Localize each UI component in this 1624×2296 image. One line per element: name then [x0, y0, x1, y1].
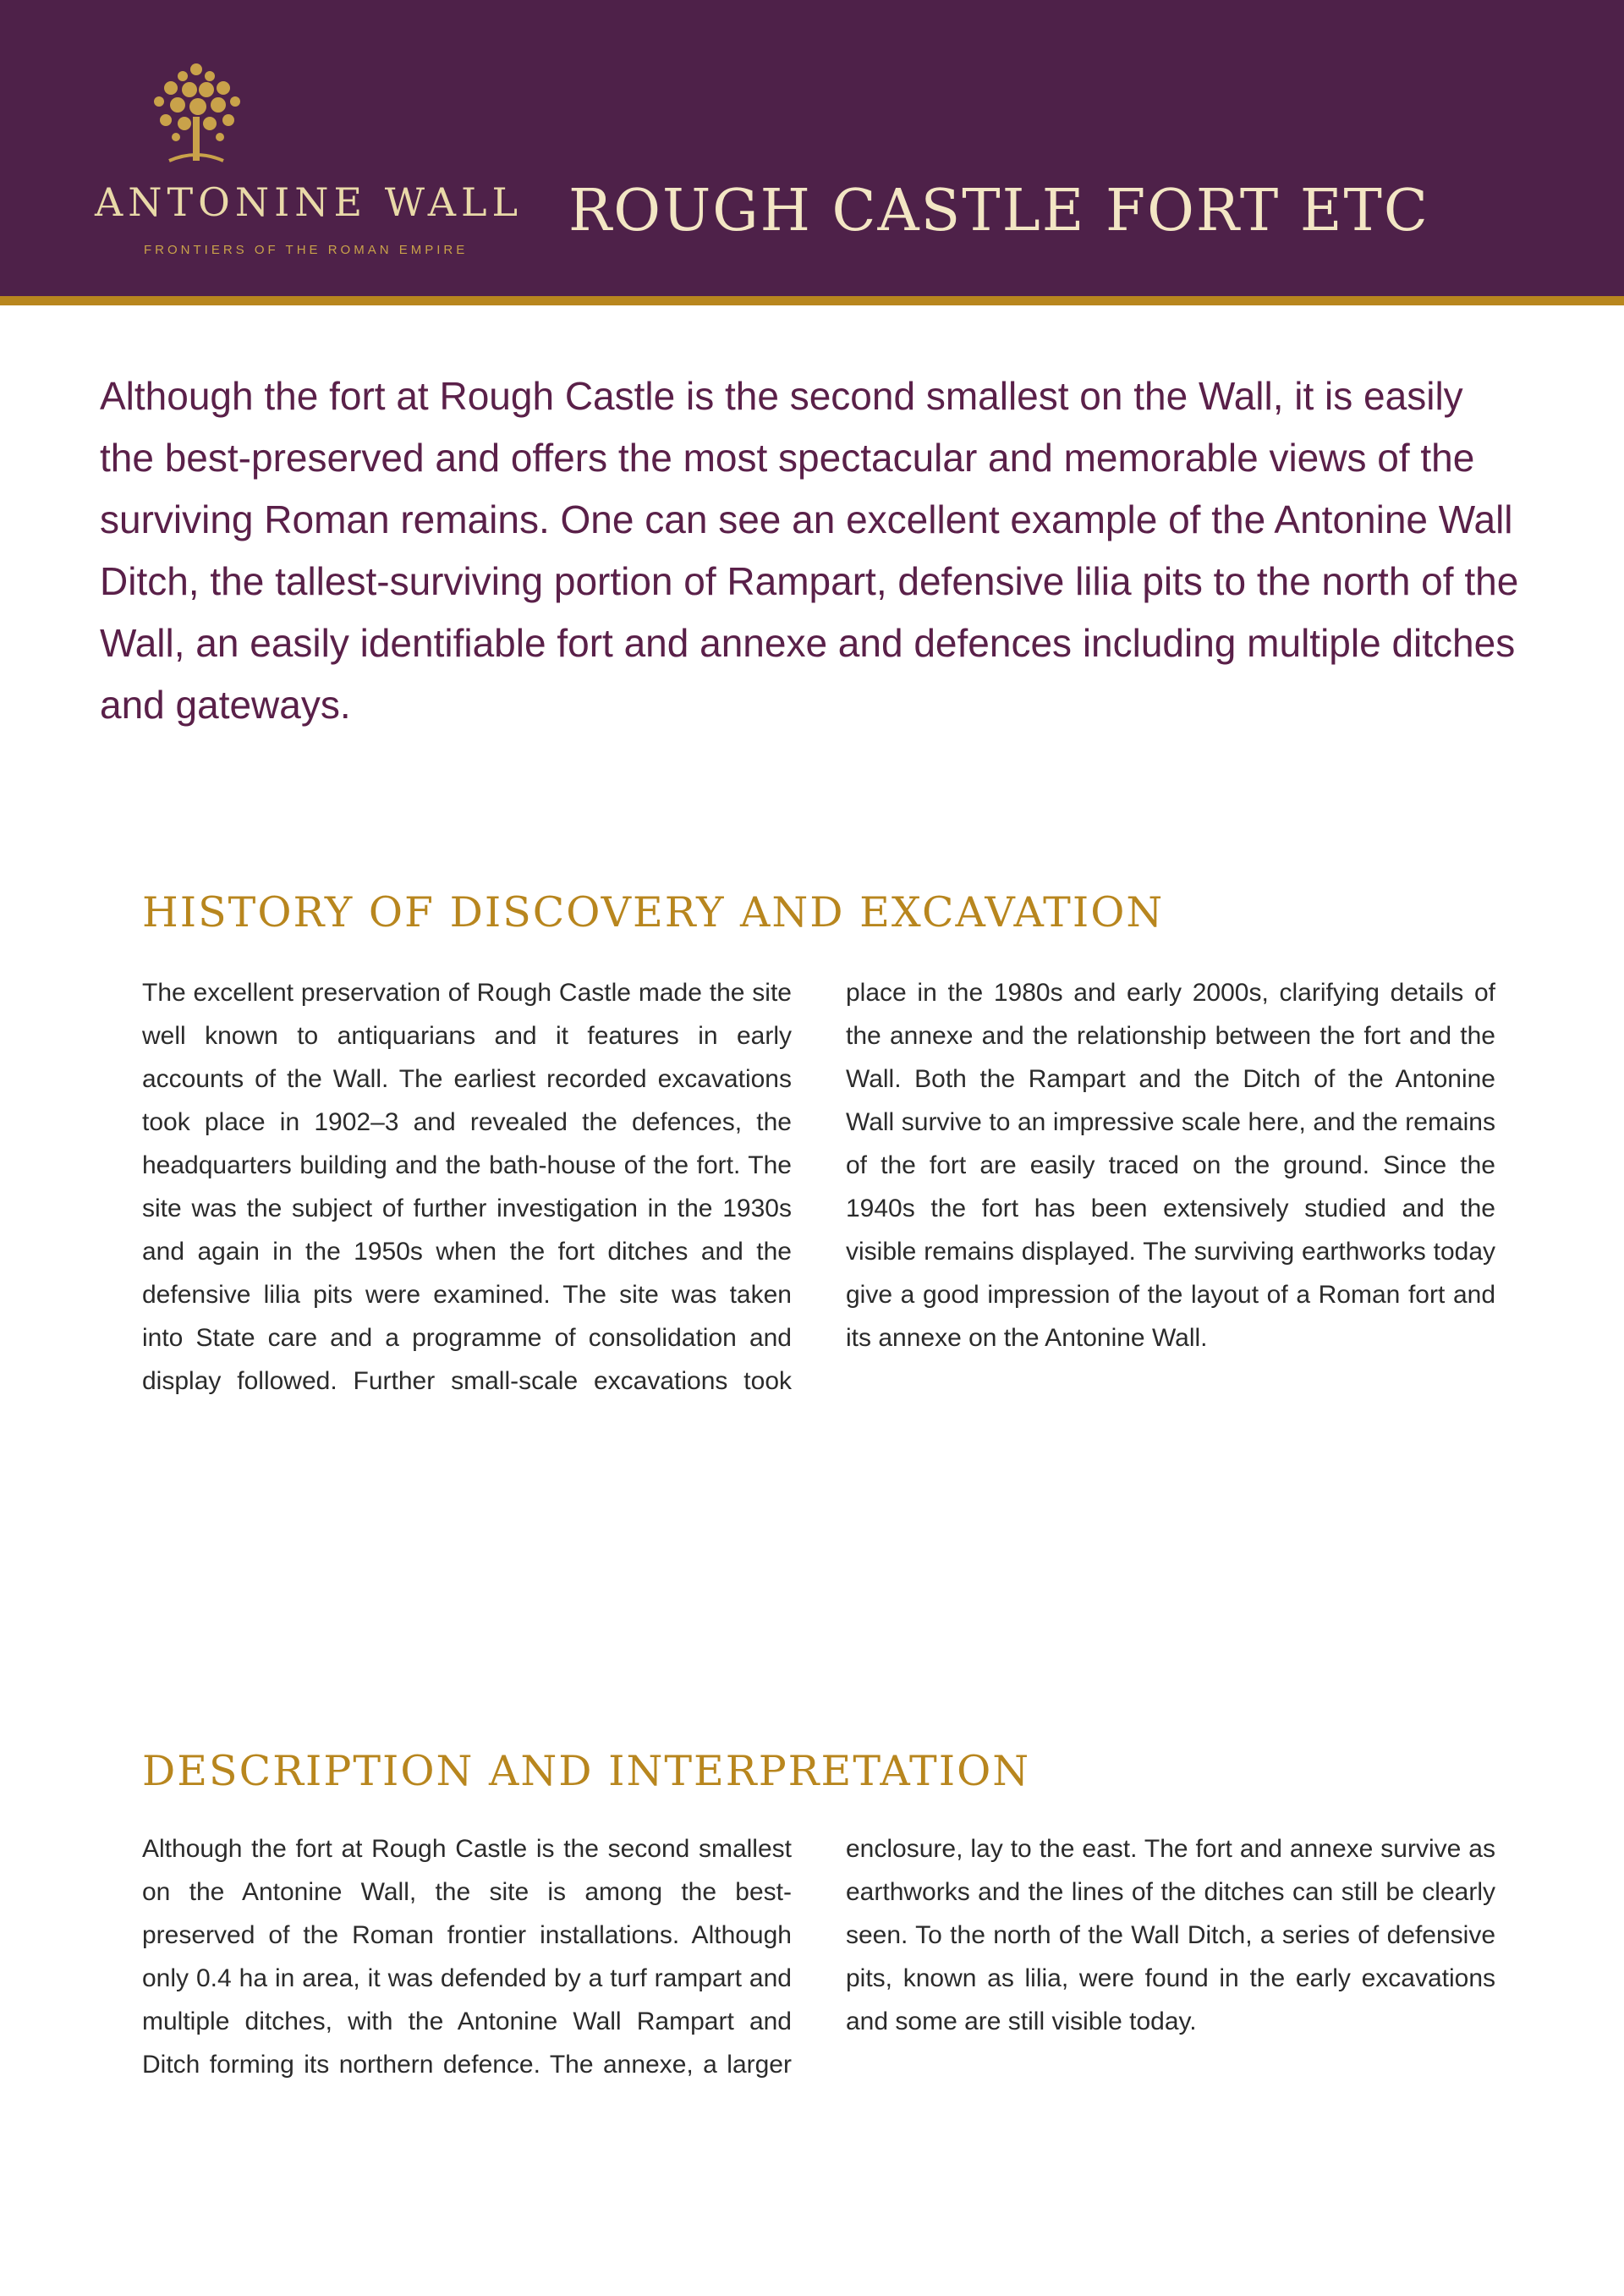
section-body-description: [142, 1827, 1495, 2174]
header-band: [0, 0, 1624, 296]
page-title: ROUGH CASTLE FORT ETC: [568, 178, 1429, 244]
logo: [95, 52, 524, 272]
gold-divider: [0, 296, 1624, 305]
section-heading-history: HISTORY OF DISCOVERY AND EXCAVATION: [142, 888, 1165, 937]
intro-paragraph: Although the fort at Rough Castle is the second smallest on the Wall, it is easily the best-preserved and offers the most spectacular and memorable views of the surviving Roman remains. One can see an excellent example of the Antonine Wall Ditch, the tallest-surviving portion of Rampart, defensive lilia pits to the north of the Wall, an easily identifiable fort and annexe and defences including multiple ditches and gateways.: [100, 374, 1519, 727]
description-text: Although the fort at Rough Castle is the second smallest on the Antonine Wall, the site is among the best-preserved of the Roman frontier installations. Although only 0.4 ha in area, it was defended by a turf rampart and multiple ditches, with the Antonine Wall Rampart and Ditch forming its northern defence. The annexe, a larger enclosure, lay to the east. The fort and annexe survive as earthworks and the lines of the ditches can still be clearly seen. To the north of the Wall Ditch, a series of defensive pits, known as lilia, were found in the early excavations and some are still visible today.: [142, 1835, 1495, 2079]
logo-wordmark: ANTONINE WALL: [95, 179, 524, 225]
tree-emblem-icon: [95, 52, 298, 179]
logo-tagline: FRONTIERS OF THE ROMAN EMPIRE: [144, 243, 469, 257]
section-body-history: [142, 971, 1495, 1665]
history-text: The excellent preservation of Rough Castle made the site well known to antiquarians and it features in early accounts of the Wall. The earliest recorded excavations took place in 1902–3 and revealed the defences, the headquarters building and the bath-house of the fort. The site was the subject of further investigation in the 1930s and again in the 1950s when the fort ditches and the defensive lilia pits were examined. The site was taken into State care and a programme of consolidation and display followed. Further small-scale excavations took place in the 1980s and early 2000s, clarifying details of the annexe and the relationship between the fort and the Wall. Both the Rampart and the Ditch of the Antonine Wall survive to an impressive scale here, and the remains of the fort are easily traced on the ground. Since the 1940s the fort has been extensively studied and the visible remains displayed. The surviving earthworks today give a good impression of the layout of a Roman fort and its annexe on the Antonine Wall.: [142, 979, 1495, 1395]
section-heading-description: DESCRIPTION AND INTERPRETATION: [142, 1747, 1031, 1795]
